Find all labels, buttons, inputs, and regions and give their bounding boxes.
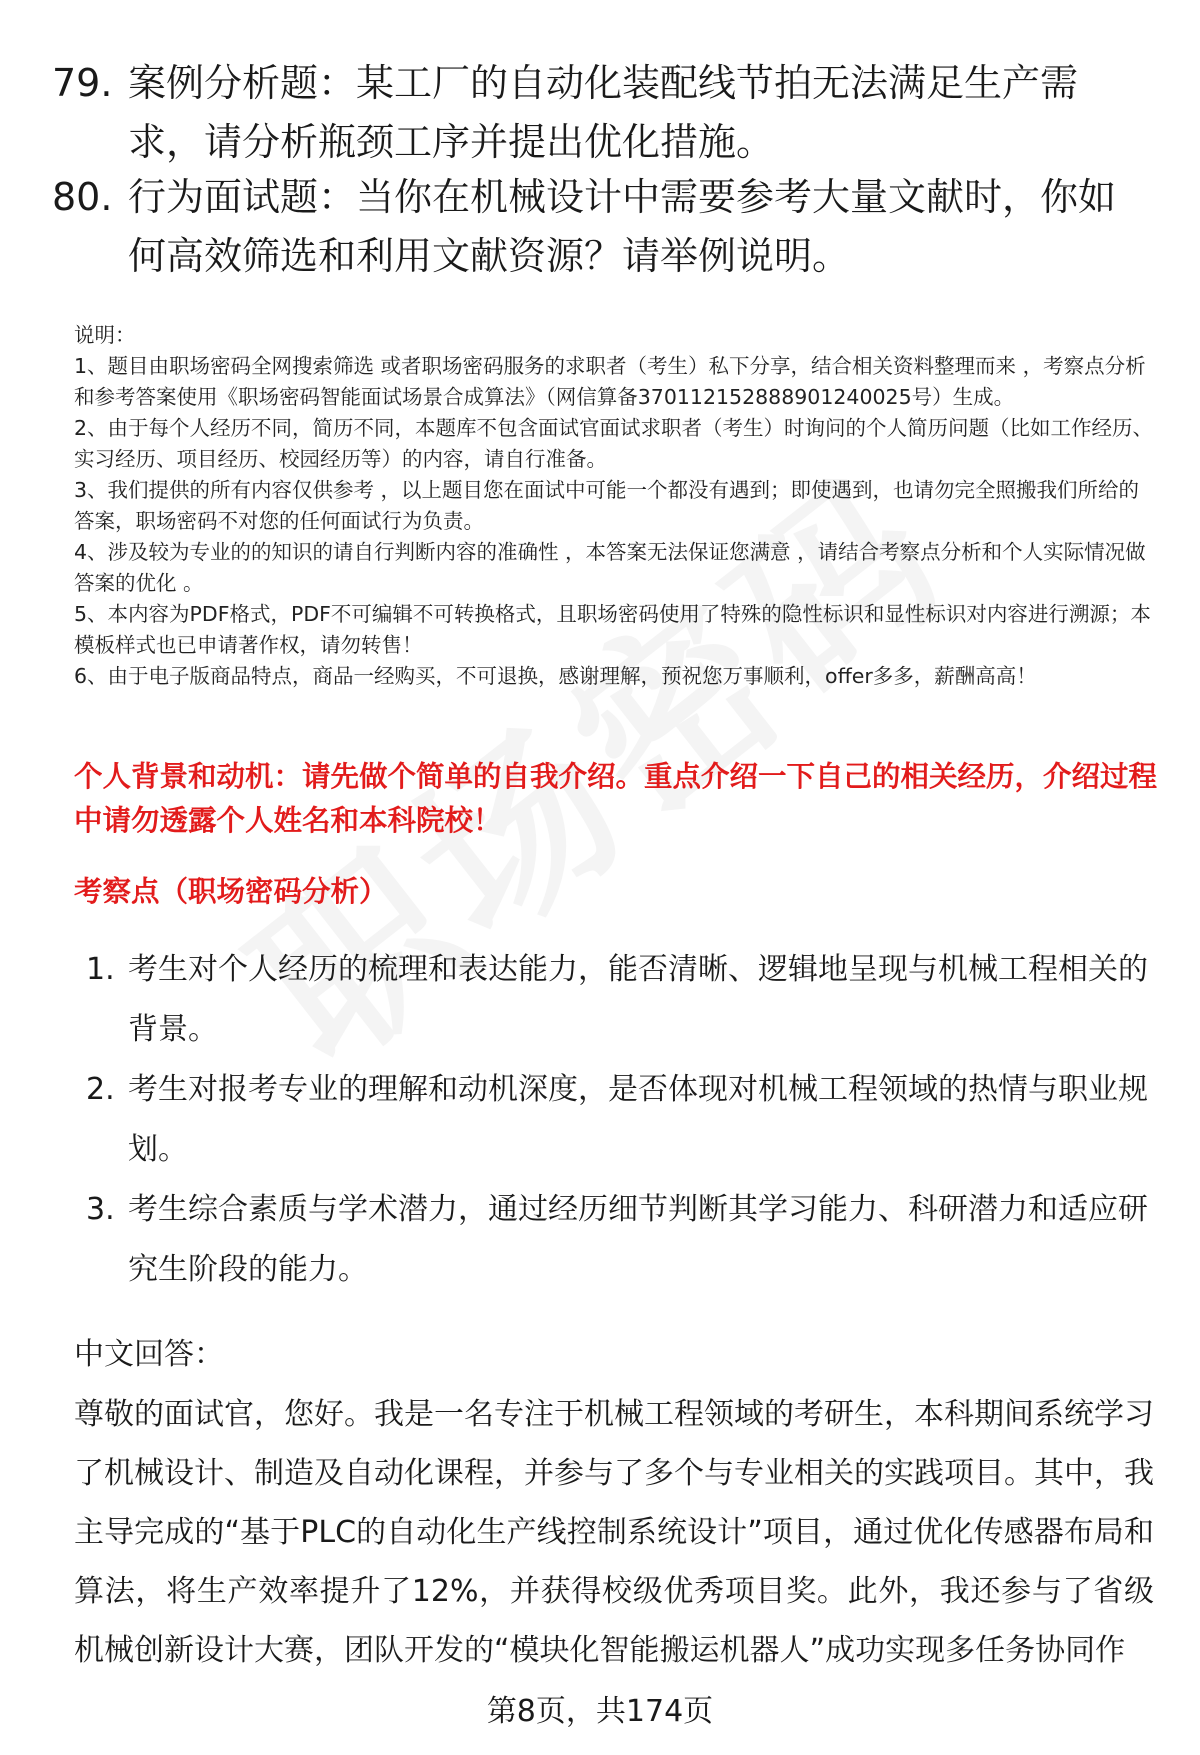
answer-label: 中文回答：	[74, 1337, 224, 1372]
list-item	[74, 1060, 1154, 1180]
note-item: 5、本内容为PDF格式，PDF不可编辑不可转换格式，且职场密码使用了特殊的隐性标识和显性标识对内容进行溯源；本模板样式也已申请著作权，请勿转售！	[74, 602, 1151, 657]
notes-section	[74, 320, 1154, 692]
question-text: 案例分析题：某工厂的自动化装配线节拍无法满足生产需求，请分析瓶颈工序并提出优化措施。	[128, 61, 1079, 164]
question-number: 80.	[52, 175, 113, 219]
list-item-number: 2.	[86, 1072, 115, 1107]
list-item	[74, 1180, 1154, 1300]
answer-text: 尊敬的面试官，您好。我是一名专注于机械工程领域的考研生，本科期间系统学习了机械设计、制造及自动化课程，并参与了多个与专业相关的实践项目。其中，我主导完成的“基于PLC的自动化生产线控制系统设计”项目，通过优化传感器布局和算法，将生产效率提升了12%，并获得校级优秀项目奖。此外，我还参与了省级机械创新设计大赛，团队开发的“模块化智能搬运机器人”成功实现多任务协同作	[74, 1397, 1154, 1668]
note-item: 2、由于每个人经历不同，简历不同，本题库不包含面试官面试求职者（考生）时询问的个人简历问题（比如工作经历、实习经历、项目经历、校园经历等）的内容，请自行准备。	[74, 416, 1154, 471]
question-79	[52, 54, 1152, 172]
question-number: 79.	[52, 61, 113, 105]
question-80	[52, 168, 1152, 286]
list-item-text: 考生综合素质与学术潜力，通过经历细节判断其学习能力、科研潜力和适应研究生阶段的能力。	[128, 1192, 1148, 1287]
interview-question: 个人背景和动机：请先做个简单的自我介绍。重点介绍一下自己的相关经历，介绍过程中请勿透露个人姓名和本科院校！	[74, 760, 1158, 837]
note-item: 6、由于电子版商品特点，商品一经购买，不可退换，感谢理解，预祝您万事顺利，offer多多，薪酬高高！	[74, 664, 1037, 688]
list-item-number: 3.	[86, 1192, 115, 1227]
analysis-list	[74, 940, 1154, 1300]
notes-title: 说明：	[74, 323, 136, 347]
note-item: 4、涉及较为专业的的知识的请自行判断内容的准确性 ，本答案无法保证您满意 ，请结合考察点分析和个人实际情况做答案的优化 。	[74, 540, 1146, 595]
list-item-text: 考生对报考专业的理解和动机深度，是否体现对机械工程领域的热情与职业规划。	[128, 1072, 1148, 1167]
note-item: 3、我们提供的所有内容仅供参考 ，以上题目您在面试中可能一个都没有遇到；即使遇到，也请勿完全照搬我们所给的答案，职场密码不对您的任何面试行为负责。	[74, 478, 1140, 533]
list-item	[74, 940, 1154, 1060]
note-item: 1、题目由职场密码全网搜索筛选 或者职场密码服务的求职者（考生）私下分享，结合相关资料整理而来 ，考察点分析和参考答案使用《职场密码智能面试场景合成算法》（网信算备370112152888901240025号）生成。	[74, 354, 1146, 409]
page-footer: 第8页，共174页	[486, 1694, 714, 1729]
question-text: 行为面试题：当你在机械设计中需要参考大量文献时，你如何高效筛选和利用文献资源？请举例说明。	[128, 175, 1117, 278]
list-item-number: 1.	[86, 952, 115, 987]
analysis-heading: 考察点（职场密码分析）	[74, 875, 388, 908]
list-item-text: 考生对个人经历的梳理和表达能力，能否清晰、逻辑地呈现与机械工程相关的背景。	[128, 952, 1148, 1047]
